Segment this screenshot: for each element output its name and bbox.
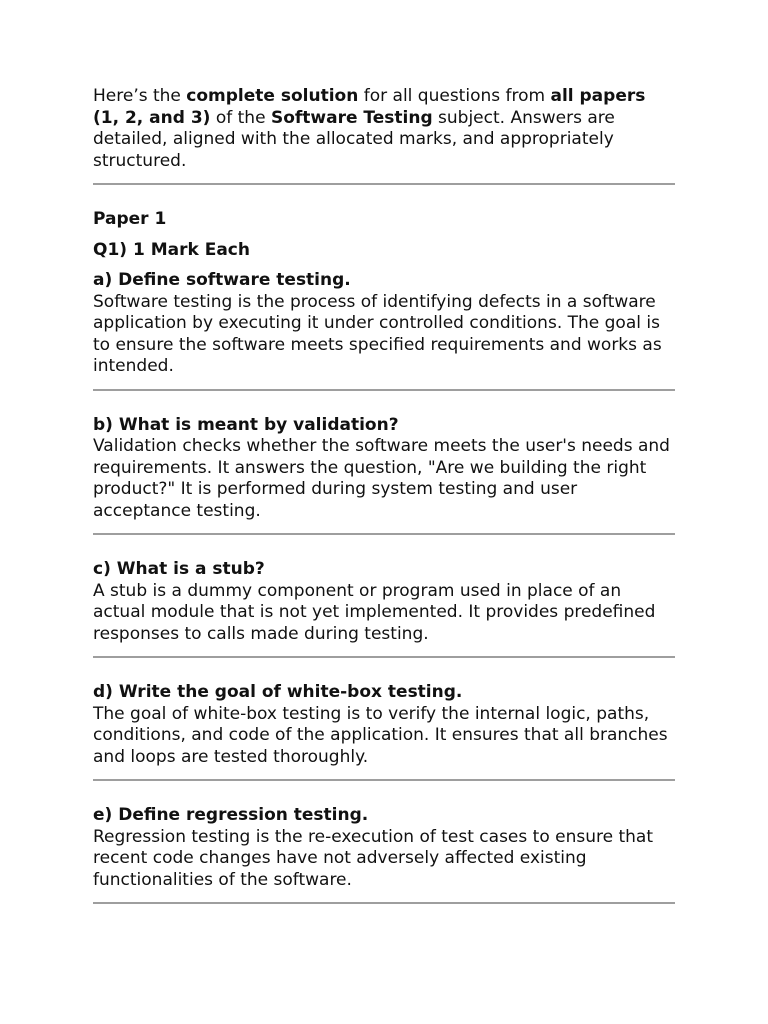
question-d: [93, 682, 675, 768]
question-c: [93, 559, 675, 645]
intro-paragraph: [93, 86, 675, 172]
question-answer: A stub is a dummy component or program used in place of an actual module that is not yet implemented. It provides predefined responses to calls made during testing.: [93, 580, 656, 644]
intro-bold-subject: Software Testing: [270, 107, 433, 128]
question-title: a) Define software testing.: [93, 270, 351, 290]
question-b: [93, 415, 675, 523]
intro-bold-all-papers: all papers (1, 2, and 3): [93, 86, 646, 128]
question-title: e) Define regression testing.: [93, 805, 369, 825]
intro-text-4: subject. Answers are detailed, aligned with the allocated marks, and appropriately structured.: [93, 107, 615, 171]
divider: [93, 902, 675, 904]
intro-text-3: of the: [210, 107, 271, 128]
question-answer: Software testing is the process of identifying defects in a software application by executing it under controlled conditions. The goal is to ensure the software meets specified requirements and works as intended.: [93, 291, 662, 376]
question-title: d) Write the goal of white-box testing.: [93, 682, 463, 702]
divider: [93, 389, 675, 391]
divider: [93, 656, 675, 658]
question-answer: Validation checks whether the software meets the user's needs and requirements. It answers the question, "Are we building the right product?" It is performed during system testing and user acceptance testing.: [93, 436, 670, 521]
section-heading: Q1) 1 Mark Each: [93, 239, 250, 260]
divider: [93, 533, 675, 535]
question-answer: Regression testing is the re-execution of test cases to ensure that recent code changes have not adversely affected existing functionalities of the software.: [93, 826, 653, 890]
document-page: [93, 86, 675, 904]
question-title: c) What is a stub?: [93, 559, 265, 579]
question-e: [93, 805, 675, 891]
question-title: b) What is meant by validation?: [93, 414, 399, 435]
question-answer: The goal of white-box testing is to verify the internal logic, paths, conditions, and code of the application. It ensures that all branches and loops are tested thoroughly.: [93, 703, 668, 767]
paper-title: Paper 1: [93, 209, 167, 229]
intro-text-1: Here’s the: [93, 86, 187, 106]
divider: [93, 183, 675, 185]
question-a: [93, 270, 675, 378]
intro-text-2: for all questions from: [358, 86, 551, 106]
divider: [93, 779, 675, 781]
intro-bold-complete-solution: complete solution: [186, 86, 359, 106]
